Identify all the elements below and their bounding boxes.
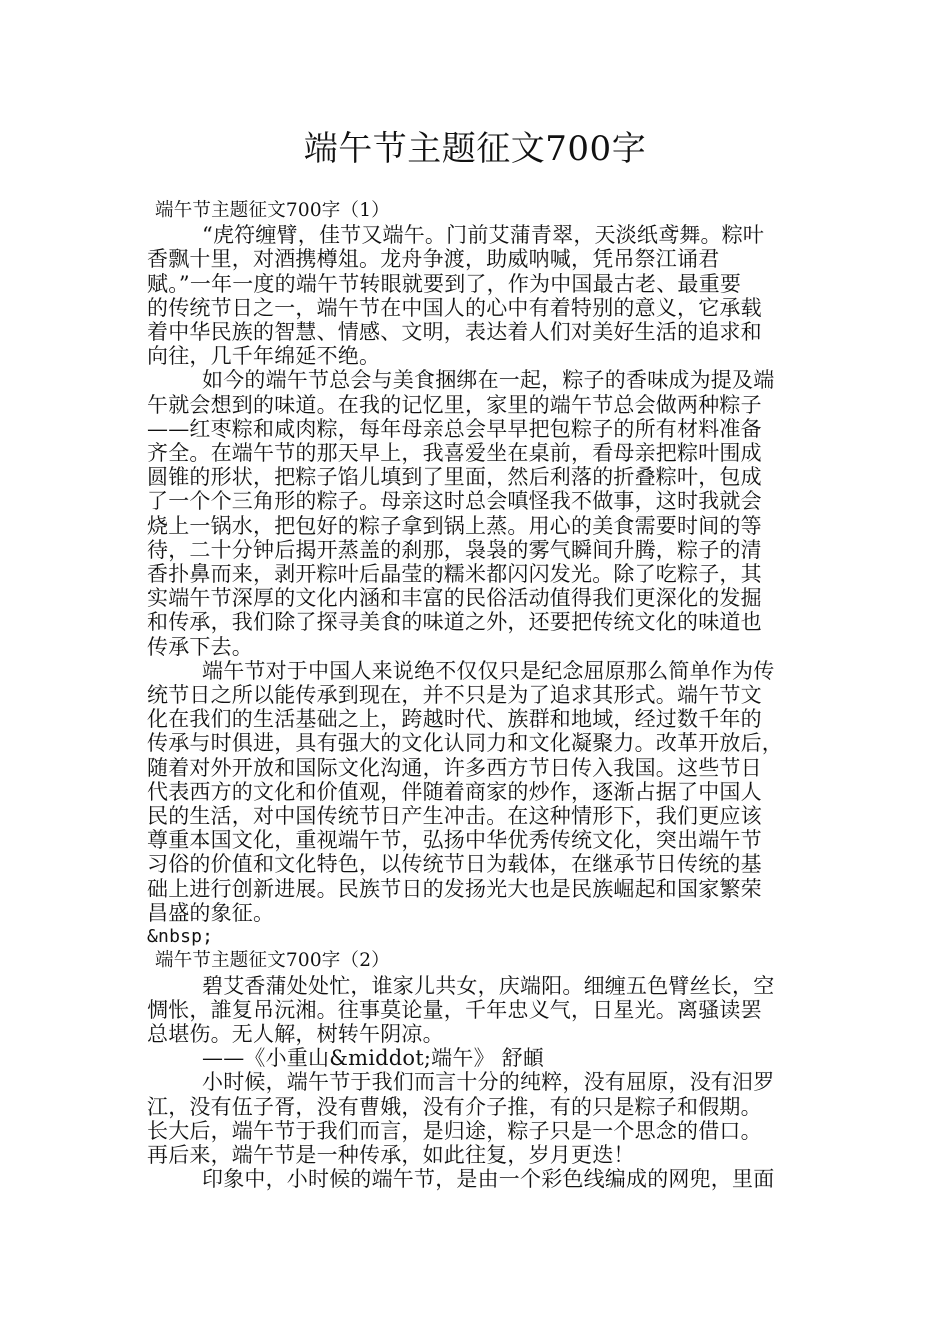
essay-line: 待，二十分钟后揭开蒸盖的刹那，袅袅的雾气瞬间升腾，粽子的清 — [147, 537, 762, 562]
essay-line: 如今的端午节总会与美食捆绑在一起，粽子的香味成为提及端 — [147, 368, 775, 393]
html-entity-text: &nbsp; — [147, 926, 214, 948]
essay-line: 民的生活，对中国传统节日产生冲击。在这种情形下，我们更应该 — [147, 804, 762, 829]
essay-line: 传承下去。 — [147, 634, 253, 659]
essay-line: 长大后，端午节于我们而言，是归途，粽子只是一个思念的借口。 — [147, 1118, 762, 1143]
essay-line: 香扑鼻而来，剥开粽叶后晶莹的糯米都闪闪发光。除了吃粽子，其 — [147, 562, 762, 587]
essay-line: 代表西方的文化和价值观，伴随着商家的炒作，逐渐占据了中国人 — [147, 779, 762, 804]
essay-line: “虎符缠臂，佳节又端午。门前艾蒲青翠，天淡纸鸢舞。粽叶 — [147, 223, 765, 248]
essay-line: 赋。”一年一度的端午节转眼就要到了，作为中国最古老、最重要 — [147, 271, 742, 296]
essay-line: 齐全。在端午节的那天早上，我喜爱坐在桌前，看母亲把粽叶围成 — [147, 441, 762, 466]
essay-line: 再后来，端午节是一种传承，如此往复，岁月更迭！ — [147, 1142, 635, 1167]
essay-line: 习俗的价值和文化特色，以传统节日为载体，在继承节日传统的基 — [147, 852, 762, 877]
section-heading-2: 端午节主题征文700字（2） — [155, 950, 390, 972]
poem-attribution: ——《小重山&middot;端午》 舒頔 — [147, 1046, 545, 1071]
essay-line: 端午节对于中国人来说绝不仅仅只是纪念屈原那么简单作为传 — [147, 658, 775, 683]
essay-line: 传承与时俱进，具有强大的文化认同力和文化凝聚力。改革开放后， — [147, 731, 783, 756]
essay-line: ——红枣粽和咸肉粽，每年母亲总会早早把包粽子的所有材料准备 — [147, 416, 762, 441]
essay-line: 向往，几千年绵延不绝。 — [147, 344, 381, 369]
section-heading-1: 端午节主题征文700字（1） — [155, 200, 390, 221]
essay-line: 统节日之所以能传承到现在，并不只是为了追求其形式。端午节文 — [147, 683, 762, 708]
essay-line: 小时候，端午节于我们而言十分的纯粹，没有屈原，没有汨罗 — [147, 1070, 775, 1095]
essay-line: 昌盛的象征。 — [147, 900, 275, 925]
essay-line: 实端午节深厚的文化内涵和丰富的民俗活动值得我们更深化的发掘 — [147, 586, 762, 611]
essay-line: 碧艾香蒲处处忙，谁家儿共女，庆端阳。细缠五色臂丝长，空 — [147, 973, 775, 998]
essay-line: 圆锥的形状，把粽子馅儿填到了里面，然后利落的折叠粽叶，包成 — [147, 465, 762, 490]
essay-line: 印象中，小时候的端午节，是由一个彩色线编成的网兜，里面 — [147, 1167, 775, 1192]
essay-line: 午就会想到的味道。在我的记忆里，家里的端午节总会做两种粽子 — [147, 392, 762, 417]
essay-line: 尊重本国文化，重视端午节，弘扬中华优秀传统文化，突出端午节 — [147, 828, 762, 853]
essay-line: 和传承，我们除了探寻美食的味道之外，还要把传统文化的味道也 — [147, 610, 762, 635]
essay-line: 烧上一锅水，把包好的粽子拿到锅上蒸。用心的美食需要时间的等 — [147, 513, 762, 538]
essay-line: 化在我们的生活基础之上，跨越时代、族群和地域，经过数千年的 — [147, 707, 762, 732]
essay-line: 随着对外开放和国际文化沟通，许多西方节日传入我国。这些节日 — [147, 755, 762, 780]
page-title: 端午节主题征文700字 — [303, 129, 647, 169]
essay-line: 着中华民族的智慧、情感、文明，表达着人们对美好生活的追求和 — [147, 320, 762, 345]
essay-line: 惆怅，誰复吊沅湘。往事莫论量，千年忠义气，日星光。离骚读罢 — [147, 997, 762, 1022]
essay-line: 江，没有伍子胥，没有曹娥，没有介子推，有的只是粽子和假期。 — [147, 1094, 762, 1119]
essay-line: 香飘十里，对酒携樽俎。龙舟争渡，助威呐喊，凭吊祭江诵君 — [147, 247, 720, 272]
essay-line: 础上进行创新进展。民族节日的发扬光大也是民族崛起和国家繁荣 — [147, 876, 762, 901]
essay-line: 总堪伤。无人解，树转午阴凉。 — [147, 1021, 444, 1046]
essay-line: 的传统节日之一，端午节在中国人的心中有着特别的意义，它承载 — [147, 295, 762, 320]
essay-body — [147, 199, 805, 1191]
essay-line: 了一个个三角形的粽子。母亲这时总会嗔怪我不做事，这时我就会 — [147, 489, 762, 514]
